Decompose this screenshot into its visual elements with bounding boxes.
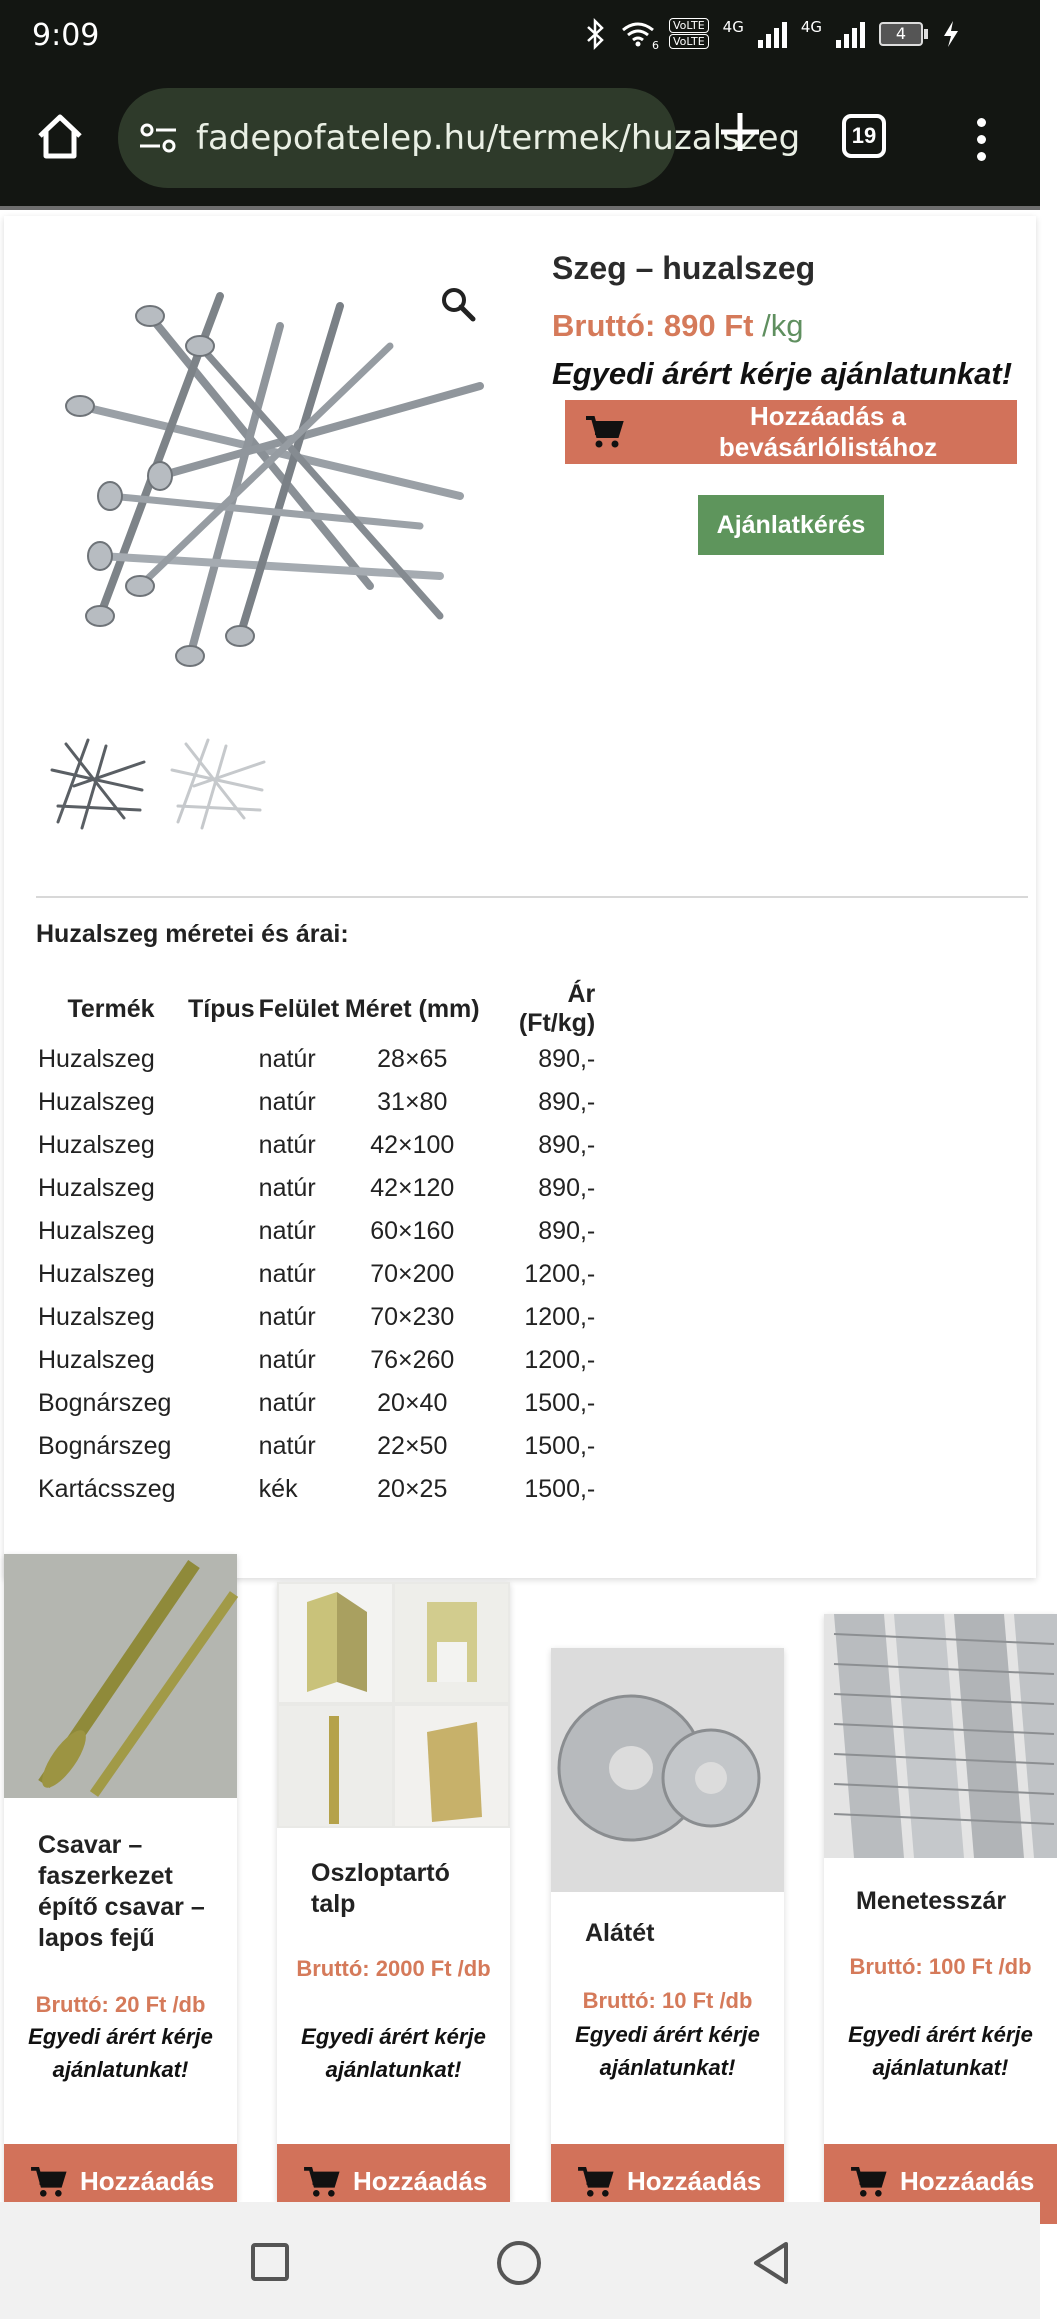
status-icons	[585, 18, 960, 52]
cell-type	[186, 1425, 257, 1468]
related-product-image-2[interactable]	[277, 1582, 510, 1828]
related-product-custom-2: Egyedi árért kérje ajánlatunkat!	[301, 2024, 486, 2082]
cell-size: 20×25	[377, 1475, 448, 1503]
table-row	[36, 1167, 597, 1210]
cell-surface: natúr	[258, 1389, 316, 1417]
related-product-card-3[interactable]	[551, 1648, 784, 2202]
cell-price: 890,-	[538, 1217, 596, 1245]
product-thumbnail-2[interactable]	[164, 730, 270, 836]
network-type-2: 4G	[800, 18, 822, 36]
volte-badge-1: VoLTE	[669, 18, 709, 33]
cell-size: 42×120	[370, 1174, 455, 1202]
cell-product: Huzalszeg	[38, 1088, 155, 1116]
column-header-size: Méret (mm)	[344, 994, 480, 1023]
cell-size: 28×65	[377, 1045, 448, 1073]
table-row	[36, 1081, 597, 1124]
table-row	[36, 1253, 597, 1296]
related-product-price-3: Bruttó: 10 Ft /db	[582, 1988, 753, 2013]
cell-price: 1500,-	[524, 1389, 596, 1417]
section-divider	[36, 896, 1028, 898]
column-header-type: Típus	[188, 994, 255, 1023]
related-product-card-2[interactable]	[277, 1582, 510, 2202]
cell-type	[186, 1253, 257, 1296]
system-navigation-bar	[0, 2202, 1040, 2319]
column-header-surface: Felület	[258, 994, 340, 1023]
related-add-label-4: Hozzáadás	[900, 2166, 1035, 2196]
cell-price: 1500,-	[524, 1432, 596, 1460]
price-unit: /kg	[762, 308, 804, 343]
cell-type	[186, 1124, 257, 1167]
browser-toolbar	[0, 70, 1040, 208]
page-divider	[0, 206, 1040, 210]
cell-surface: natúr	[258, 1045, 316, 1073]
signal-icon-2	[836, 20, 865, 48]
custom-offer-text: Egyedi árért kérje ajánlatunkat!	[552, 356, 1013, 391]
cell-price: 1200,-	[524, 1260, 596, 1288]
cell-surface: kék	[258, 1475, 298, 1503]
add-to-list-label: Hozzáadás a bevásárlólistához	[718, 401, 938, 462]
tabs-icon[interactable]: 19	[842, 114, 886, 158]
cell-price: 1500,-	[524, 1475, 596, 1503]
product-title: Szeg – huzalszeg	[552, 250, 816, 286]
wifi-badge: 6	[651, 38, 659, 52]
product-image[interactable]	[40, 256, 516, 696]
related-add-label-2: Hozzáadás	[353, 2166, 488, 2196]
related-product-name-4[interactable]: Menetesszár	[856, 1887, 1007, 1915]
product-thumbnail-1[interactable]	[44, 730, 150, 836]
back-icon[interactable]	[750, 2240, 790, 2286]
cell-type	[186, 1468, 257, 1511]
related-product-custom-1: Egyedi árért kérje ajánlatunkat!	[28, 2024, 213, 2082]
related-product-name-2[interactable]: Oszloptartó talp	[311, 1859, 450, 1918]
table-row	[36, 1468, 597, 1511]
related-product-image-4[interactable]	[824, 1614, 1057, 1858]
cell-product: Bognárszeg	[38, 1389, 172, 1417]
cell-type	[186, 1296, 257, 1339]
clock: 9:09	[32, 18, 100, 53]
wifi-icon	[621, 20, 659, 52]
cell-size: 22×50	[377, 1432, 448, 1460]
cell-product: Kartácsszeg	[38, 1475, 176, 1503]
cell-surface: natúr	[258, 1346, 316, 1374]
cell-price: 890,-	[538, 1174, 596, 1202]
circle-icon[interactable]	[496, 2240, 542, 2286]
charging-icon	[942, 20, 960, 48]
cell-type	[186, 1210, 257, 1253]
related-product-name-1[interactable]: Csavar – faszerkezet építő csavar – lapos fejű	[38, 1831, 205, 1952]
column-header-product: Termék	[67, 994, 155, 1023]
cell-size: 31×80	[377, 1088, 448, 1116]
table-row	[36, 1296, 597, 1339]
url-text[interactable]: fadepofatelep.hu/termek/huzalszeg	[196, 118, 801, 158]
cell-product: Huzalszeg	[38, 1303, 155, 1331]
cell-type	[186, 1167, 257, 1210]
battery-level: 4	[879, 22, 923, 46]
cell-product: Huzalszeg	[38, 1346, 155, 1374]
cell-product: Huzalszeg	[38, 1174, 155, 1202]
table-header-row	[36, 980, 597, 1038]
cell-type	[186, 1382, 257, 1425]
square-icon[interactable]	[250, 2242, 290, 2282]
related-product-price-4: Bruttó: 100 Ft /db	[849, 1954, 1032, 1979]
request-offer-button[interactable]: Ajánlatkérés	[698, 495, 884, 555]
cell-price: 890,-	[538, 1131, 596, 1159]
cell-surface: natúr	[258, 1174, 316, 1202]
table-row	[36, 1038, 597, 1081]
table-row	[36, 1425, 597, 1468]
cell-product: Huzalszeg	[38, 1217, 155, 1245]
cell-type	[186, 1081, 257, 1124]
related-add-label-1: Hozzáadás	[80, 2166, 215, 2196]
tune-icon[interactable]	[138, 122, 178, 154]
cart-icon	[577, 2166, 613, 2198]
cell-product: Bognárszeg	[38, 1432, 172, 1460]
related-product-image-3[interactable]	[551, 1648, 784, 1892]
menu-icon[interactable]	[975, 118, 987, 162]
home-icon[interactable]	[34, 110, 86, 162]
search-icon[interactable]	[440, 286, 476, 322]
related-product-card-1[interactable]	[4, 1554, 237, 2202]
cell-type	[186, 1339, 257, 1382]
network-type-1: 4G	[722, 18, 744, 36]
cell-size: 20×40	[377, 1389, 448, 1417]
related-product-price-1: Bruttó: 20 Ft /db	[35, 1992, 206, 2017]
cell-size: 70×230	[370, 1303, 455, 1331]
table-row	[36, 1210, 597, 1253]
bluetooth-icon	[585, 19, 607, 49]
plus-icon[interactable]	[718, 110, 762, 154]
price-amount: Bruttó: 890 Ft	[552, 308, 754, 343]
cell-surface: natúr	[258, 1131, 316, 1159]
status-bar	[0, 0, 1040, 70]
cell-size: 60×160	[370, 1217, 455, 1245]
related-product-custom-4: Egyedi árért kérje ajánlatunkat!	[848, 2022, 1033, 2080]
cell-surface: natúr	[258, 1303, 316, 1331]
cart-icon	[30, 2166, 66, 2198]
related-product-name-3[interactable]: Alátét	[585, 1919, 655, 1947]
cart-icon	[850, 2166, 886, 2198]
sizes-table	[36, 980, 597, 1511]
cart-icon	[585, 415, 623, 449]
add-to-list-button[interactable]	[565, 400, 1017, 464]
cell-surface: natúr	[258, 1432, 316, 1460]
related-product-image-1[interactable]	[4, 1554, 237, 1798]
cell-product: Huzalszeg	[38, 1045, 155, 1073]
column-header-price: Ár (Ft/kg)	[518, 980, 596, 1037]
product-price	[552, 308, 803, 344]
cell-surface: natúr	[258, 1217, 316, 1245]
related-product-price-2: Bruttó: 2000 Ft /db	[296, 1956, 491, 1981]
related-product-custom-3: Egyedi árért kérje ajánlatunkat!	[575, 2022, 760, 2080]
signal-icon-1	[758, 20, 787, 48]
battery-icon	[879, 22, 928, 46]
cell-product: Huzalszeg	[38, 1260, 155, 1288]
cell-size: 76×260	[370, 1346, 455, 1374]
table-row	[36, 1124, 597, 1167]
cell-size: 42×100	[370, 1131, 455, 1159]
address-bar[interactable]	[118, 88, 801, 188]
cell-price: 890,-	[538, 1088, 596, 1116]
table-row	[36, 1339, 597, 1382]
table-row	[36, 1382, 597, 1425]
cell-size: 70×200	[370, 1260, 455, 1288]
cart-icon	[303, 2166, 339, 2198]
cell-price: 890,-	[538, 1045, 596, 1073]
cell-price: 1200,-	[524, 1346, 596, 1374]
cell-type	[186, 1038, 257, 1081]
cell-surface: natúr	[258, 1260, 316, 1288]
cell-surface: natúr	[258, 1088, 316, 1116]
volte-badge-2: VoLTE	[669, 34, 709, 49]
related-add-label-3: Hozzáadás	[627, 2166, 762, 2196]
related-product-card-4[interactable]	[824, 1614, 1057, 2202]
sizes-title: Huzalszeg méretei és árai:	[36, 920, 349, 948]
cell-price: 1200,-	[524, 1303, 596, 1331]
cell-product: Huzalszeg	[38, 1131, 155, 1159]
